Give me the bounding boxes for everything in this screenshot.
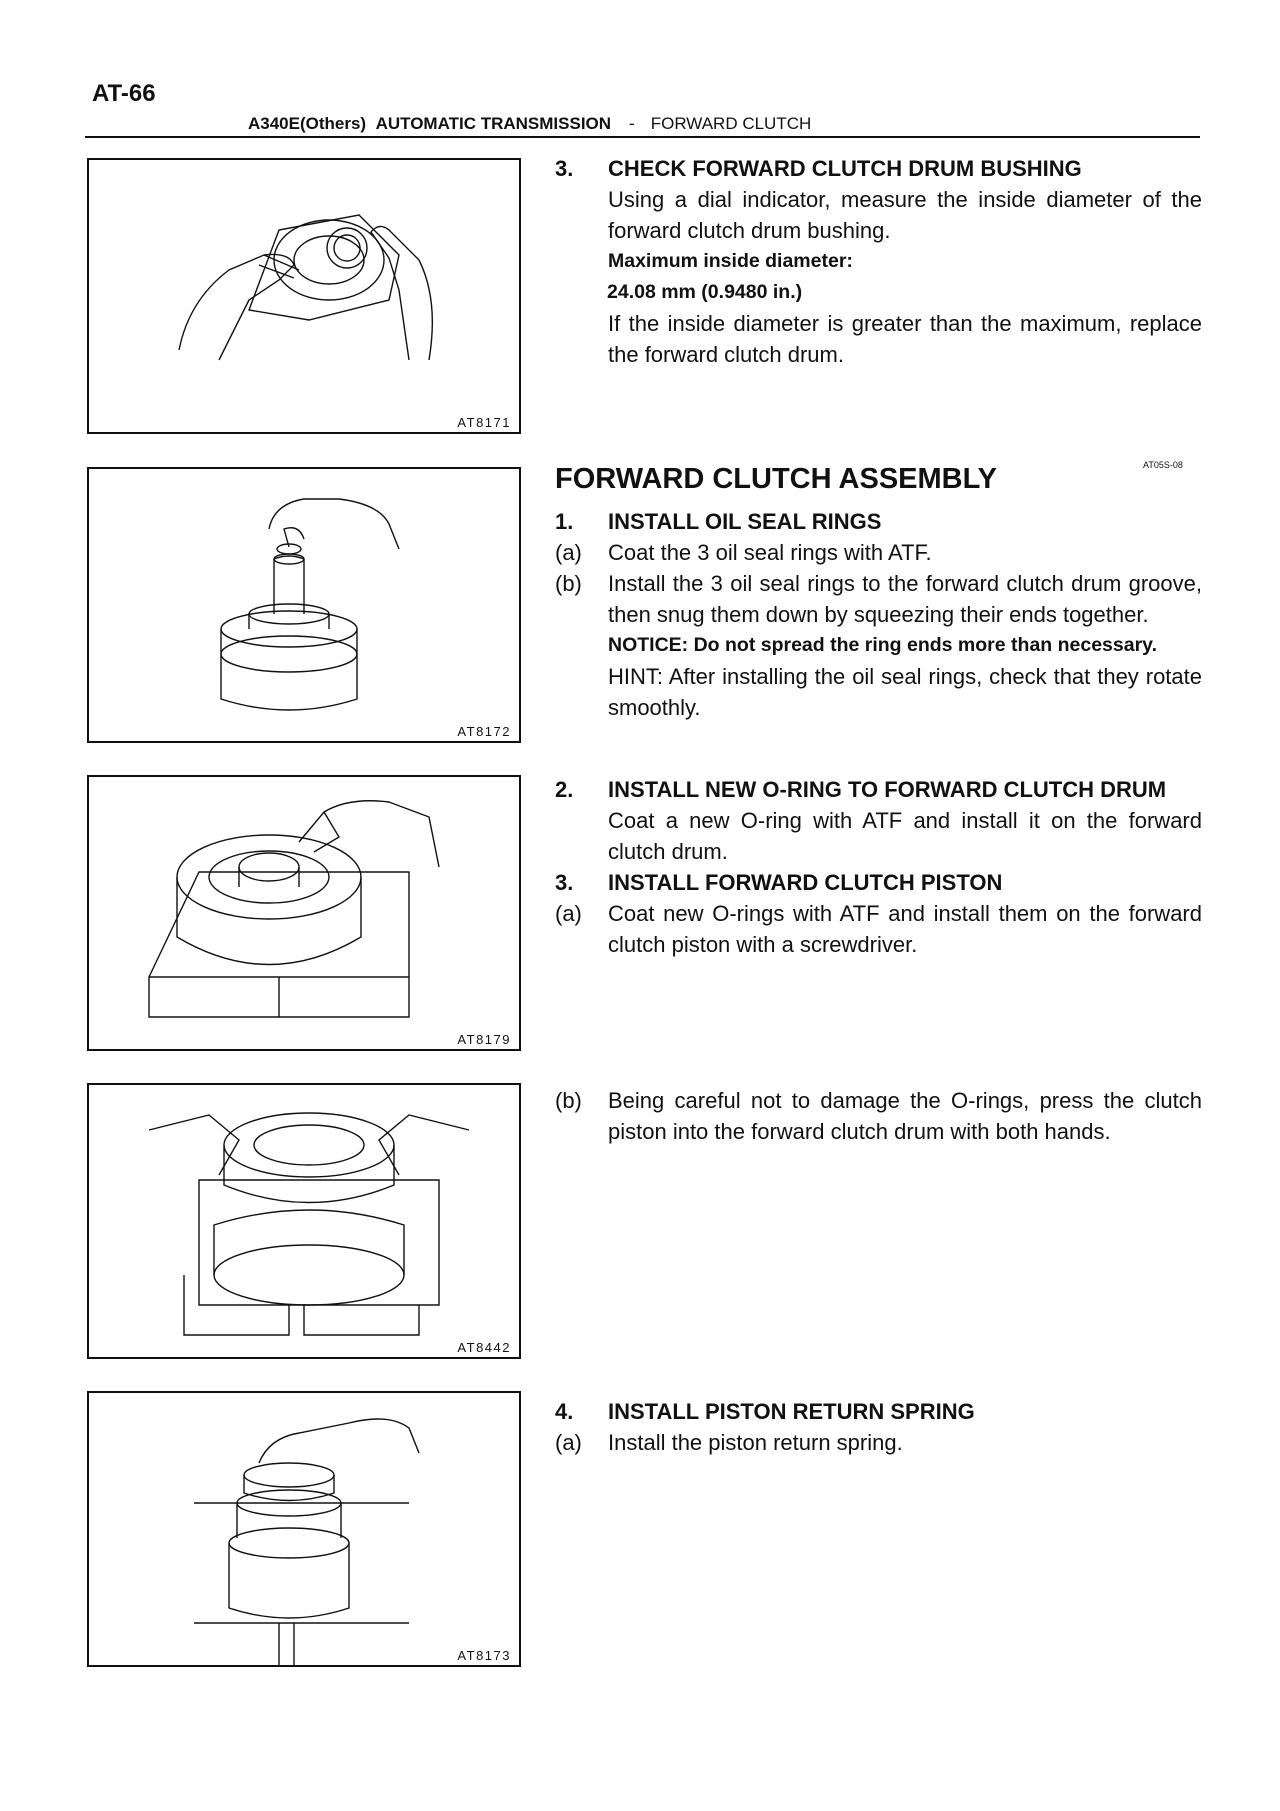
step-title: INSTALL NEW O-RING TO FORWARD CLUTCH DRUM [608,777,1167,802]
step-heading [555,153,1202,184]
step-body [555,184,1202,246]
substep-label: (a) [555,540,582,565]
spec-label [555,246,1202,277]
header-section: AUTOMATIC TRANSMISSION [375,114,612,133]
substep-text: Install the piston return spring. [608,1430,903,1455]
step-number: 3. [555,156,574,181]
figure-return-spring [87,1391,521,1667]
substep-label: (a) [555,1430,582,1455]
body-text: Using a dial indicator, measure the inside diameter of the forward clutch drum bushing. [608,187,1202,243]
step-4 [555,1396,1202,1458]
step-number: 4. [555,1399,574,1424]
substep-a [555,537,1202,568]
step-body [555,805,1202,867]
hint-text: HINT: After installing the oil seal rings, check that they rotate smoothly. [608,664,1202,720]
o-ring-drum-illustration [89,777,519,1049]
figure-press-piston [87,1083,521,1359]
figure-id: AT8179 [457,1032,511,1047]
substep-b [555,1085,1202,1147]
step-title: CHECK FORWARD CLUTCH DRUM BUSHING [608,156,1082,181]
substep-a [555,898,1202,960]
press-piston-illustration [89,1085,519,1357]
body-text: Coat a new O-ring with ATF and install it on the forward clutch drum. [608,808,1202,864]
substep-text: Install the 3 oil seal rings to the forward clutch drum groove, then snug them down by squeezing their ends together. [608,571,1202,627]
header-rule [85,136,1200,138]
dial-indicator-illustration [89,160,519,432]
step-2 [555,774,1202,960]
figure-id: AT8172 [457,724,511,739]
step-number: 2. [555,777,574,802]
section-code: AT05S-08 [1143,460,1183,470]
substep-label: (b) [555,571,582,596]
substep-text: Being careful not to damage the O-rings, press the clutch piston into the forward clutch drum with both hands. [608,1088,1202,1144]
substep-text: Coat new O-rings with ATF and install them on the forward clutch piston with a screwdriver. [608,901,1202,957]
substep-a [555,1427,1202,1458]
step-number: 3. [555,870,574,895]
step-heading [555,774,1202,805]
step-title: INSTALL FORWARD CLUTCH PISTON [608,870,1003,895]
step-title: INSTALL OIL SEAL RINGS [608,509,882,534]
header-model: A340E(Others) [248,114,367,133]
step-heading [555,1396,1202,1427]
notice [555,630,1202,661]
spec-value [555,277,1202,308]
page-number: AT-66 [92,80,156,107]
spec-value-text: 24.08 mm (0.9480 in.) [607,281,803,303]
header-topic: FORWARD CLUTCH [650,114,812,133]
figure-id: AT8442 [457,1340,511,1355]
return-spring-illustration [89,1393,519,1665]
spec-label-text: Maximum inside diameter: [608,250,853,272]
step-1 [555,506,1202,723]
substep-label: (b) [555,1088,582,1113]
step-heading [555,506,1202,537]
oil-seal-rings-illustration [89,469,519,741]
notice-text: NOTICE: Do not spread the ring ends more than necessary. [608,634,1157,656]
substep-label: (a) [555,901,582,926]
note-text: If the inside diameter is greater than the maximum, replace the forward clutch drum. [608,311,1202,367]
section-check-bushing [555,153,1202,370]
step-number: 1. [555,509,574,534]
substep-text: Coat the 3 oil seal rings with ATF. [608,540,932,565]
figure-oil-seal-rings [87,467,521,743]
running-header [248,114,811,134]
figure-id: AT8173 [457,1648,511,1663]
step-title: INSTALL PISTON RETURN SPRING [608,1399,975,1424]
figure-o-ring-drum [87,775,521,1051]
step-3b [555,1085,1202,1147]
step-note [555,308,1202,370]
substep-b [555,568,1202,630]
step-heading [555,867,1202,898]
header-separator: - [629,114,635,133]
hint [555,661,1202,723]
section-title: FORWARD CLUTCH ASSEMBLY [555,463,997,495]
figure-id: AT8171 [457,415,511,430]
figure-dial-indicator [87,158,521,434]
